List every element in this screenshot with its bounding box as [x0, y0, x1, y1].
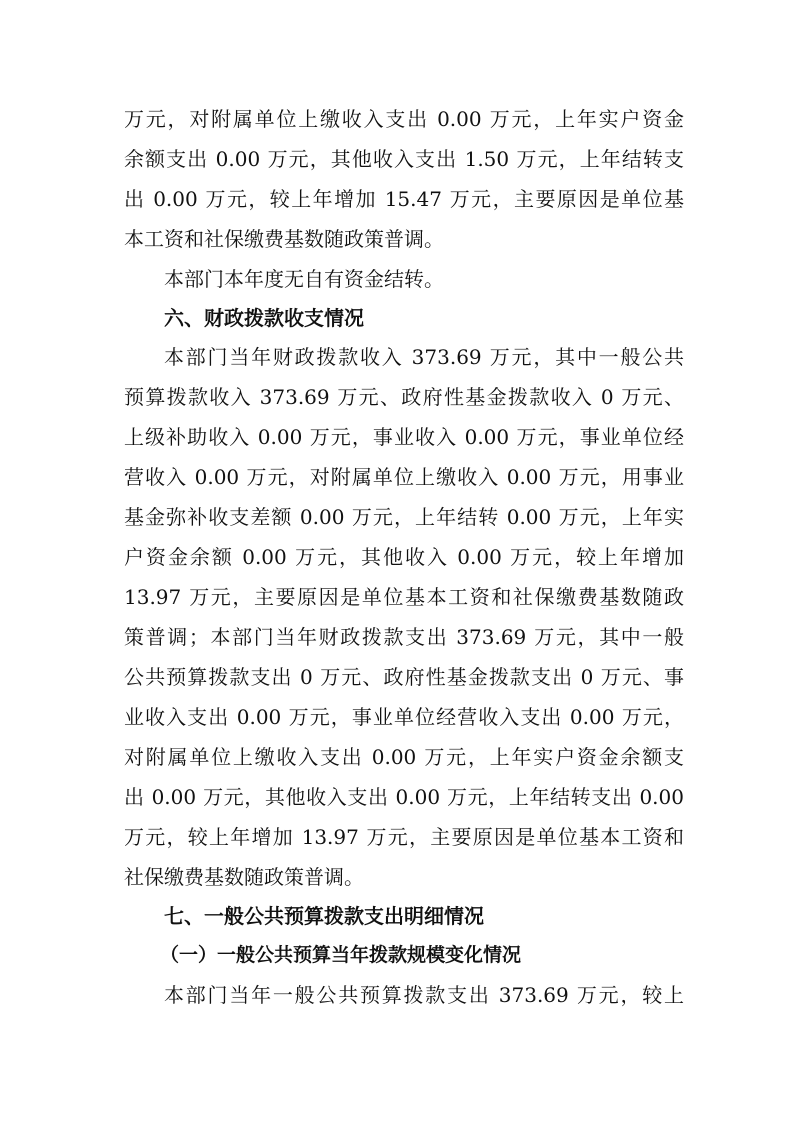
paragraph-line: 社保缴费基数随政策普调。: [124, 865, 364, 889]
section-heading-7: 七、一般公共预算拨款支出明细情况: [164, 904, 484, 928]
paragraph-line: 业收入支出 0.00 万元，事业单位经营收入支出 0.00 万元，: [124, 705, 684, 729]
paragraph-line: 基金弥补收支差额 0.00 万元，上年结转 0.00 万元，上年实: [124, 505, 684, 529]
paragraph-line: 13.97 万元，主要原因是单位基本工资和社保缴费基数随政: [124, 585, 684, 609]
paragraph-line: 本部门当年一般公共预算拨款支出 373.69 万元，较上: [164, 983, 684, 1007]
paragraph-line: 营收入 0.00 万元，对附属单位上缴收入 0.00 万元，用事业: [124, 465, 684, 489]
paragraph-line: 万元，较上年增加 13.97 万元，主要原因是单位基本工资和: [124, 825, 684, 849]
paragraph-line: 对附属单位上缴收入支出 0.00 万元，上年实户资金余额支: [124, 745, 684, 769]
paragraph-line: 预算拨款收入 373.69 万元、政府性基金拨款收入 0 万元、: [124, 385, 684, 409]
paragraph-line: 上级补助收入 0.00 万元，事业收入 0.00 万元，事业单位经: [124, 425, 684, 449]
paragraph-no-own-funds: 本部门本年度无自有资金结转。: [164, 267, 444, 291]
paragraph-line: 余额支出 0.00 万元，其他收入支出 1.50 万元，上年结转支: [124, 147, 684, 171]
subsection-heading-7-1: （一）一般公共预算当年拨款规模变化情况: [160, 944, 522, 966]
section-heading-6: 六、财政拨款收支情况: [164, 306, 364, 330]
paragraph-line: 户资金余额 0.00 万元，其他收入 0.00 万元，较上年增加: [124, 545, 684, 569]
paragraph-line: 本部门当年财政拨款收入 373.69 万元，其中一般公共: [164, 345, 684, 369]
paragraph-line: 出 0.00 万元，其他收入支出 0.00 万元，上年结转支出 0.00: [124, 785, 684, 809]
paragraph-line: 万元，对附属单位上缴收入支出 0.00 万元，上年实户资金: [124, 107, 684, 131]
paragraph-line: 公共预算拨款支出 0 万元、政府性基金拨款支出 0 万元、事: [124, 665, 684, 689]
paragraph-line: 本工资和社保缴费基数随政策普调。: [124, 227, 444, 251]
paragraph-line: 策普调；本部门当年财政拨款支出 373.69 万元，其中一般: [124, 625, 684, 649]
paragraph-line: 出 0.00 万元，较上年增加 15.47 万元，主要原因是单位基: [124, 187, 684, 211]
